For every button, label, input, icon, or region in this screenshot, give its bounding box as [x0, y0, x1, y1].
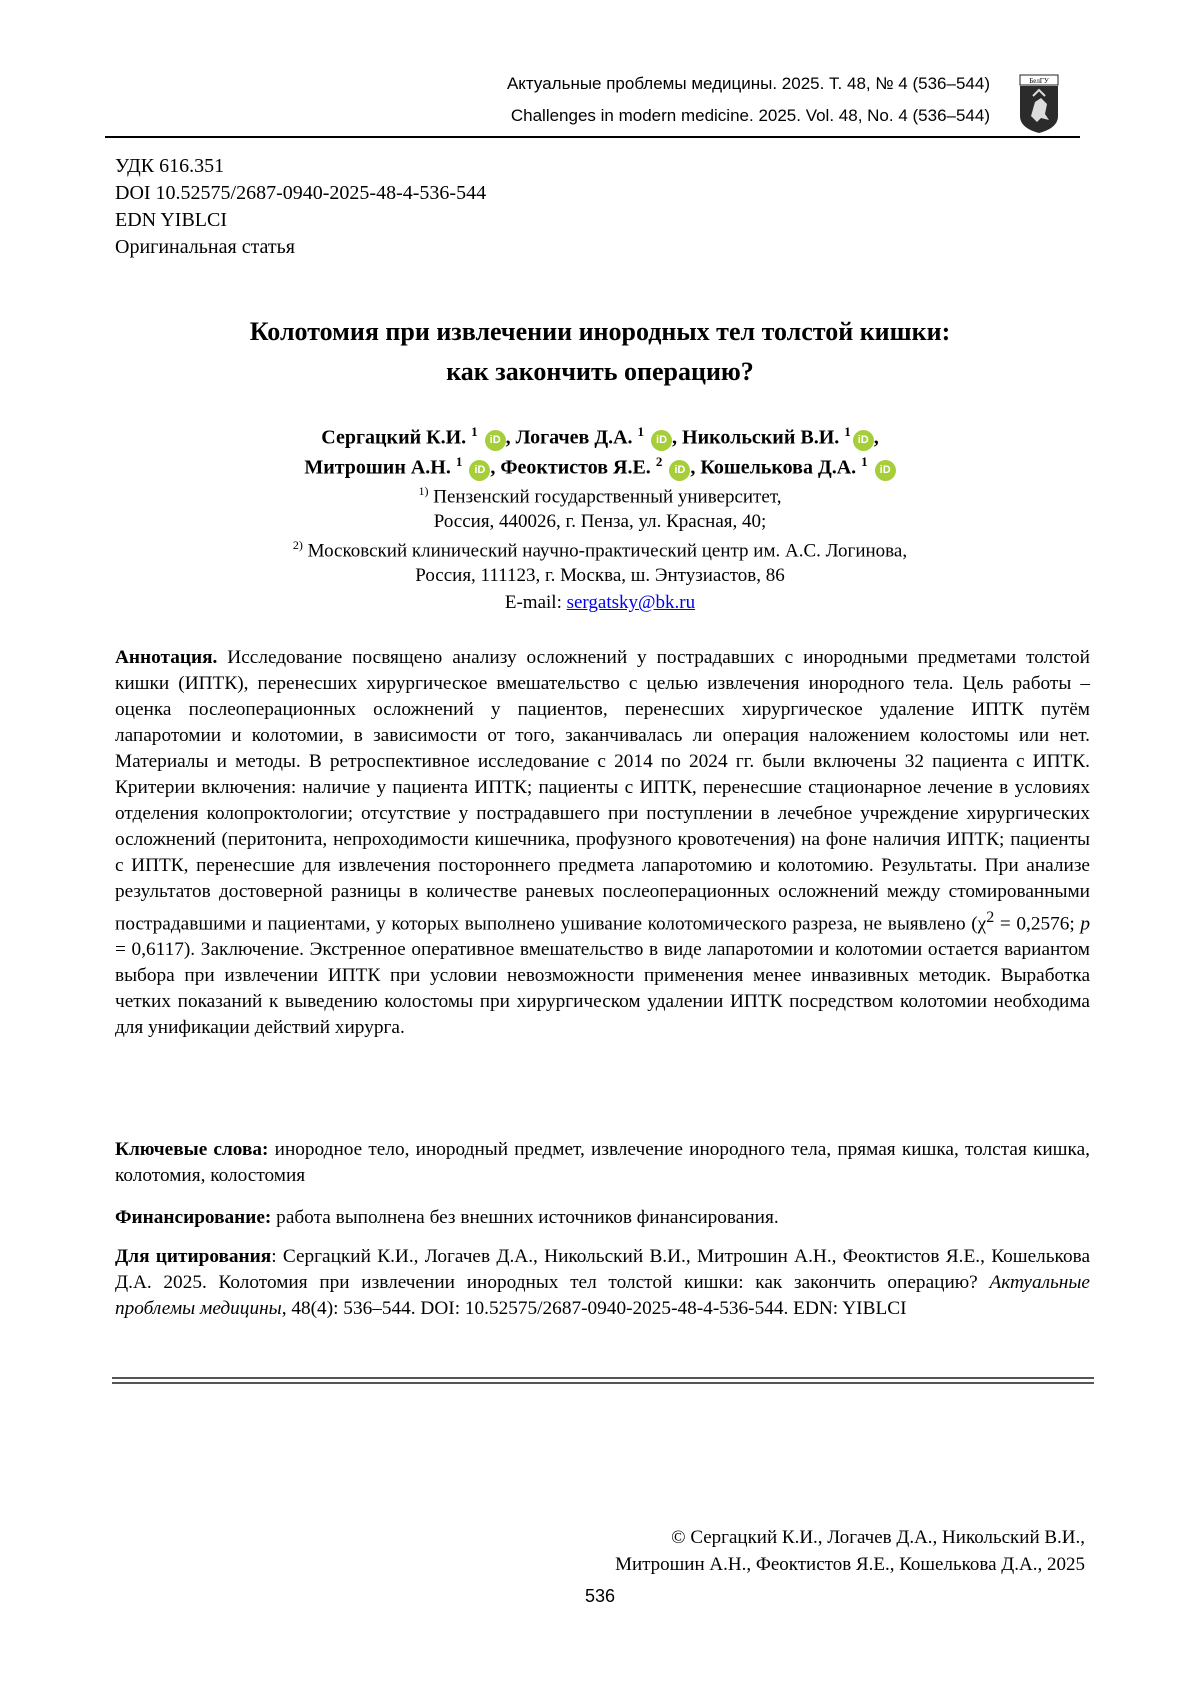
author-name: Кошелькова Д.А.: [700, 456, 857, 479]
title-line-1: Колотомия при извлечении инородных тел толстой кишки:: [249, 317, 951, 346]
author-separator: ,: [672, 426, 678, 449]
keywords-text: инородное тело, инородный предмет, извлечение инородного тела, прямая кишка, толстая кишка, колотомия, колостомия: [115, 1139, 1090, 1186]
author-affiliation: 1: [637, 424, 645, 439]
title-line-2: как закончить операцию?: [446, 357, 754, 386]
citation-journal: Актуальные проблемы медицины: [115, 1272, 1090, 1319]
p-value-symbol: p: [1080, 913, 1091, 935]
doi: DOI 10.52575/2687-0940-2025-48-4-536-544: [115, 182, 487, 204]
journal-header-en: Challenges in modern medicine. 2025. Vol. 48, No. 4 (536–544): [510, 106, 990, 125]
affiliation-1-line-2: Россия, 440026, г. Пенза, ул. Красная, 40;: [433, 511, 767, 532]
author-affiliation: 1: [455, 454, 463, 469]
funding-label: Финансирование:: [115, 1207, 272, 1228]
author-affiliation: 2: [655, 454, 663, 469]
section-divider-top: [112, 1377, 1094, 1379]
author-affiliation: 1: [471, 424, 478, 439]
abstract-label: Аннотация.: [115, 647, 218, 668]
affiliation-mark: 1): [418, 484, 429, 498]
orcid-icon[interactable]: iD: [875, 460, 896, 481]
affiliation-name: Московский клинический научно-практический центр им. А.С. Логинова,: [307, 540, 908, 562]
author-affiliation: 1: [844, 424, 851, 439]
orcid-icon[interactable]: iD: [469, 460, 490, 481]
journal-header-ru: Актуальные проблемы медицины. 2025. Т. 48, № 4 (536–544): [506, 74, 990, 93]
citation-text-2: , 48(4): 536–544. DOI: 10.52575/2687-0940-2025-48-4-536-544. EDN: YIBLCI: [281, 1298, 907, 1319]
author-name: Митрошин А.Н.: [304, 456, 451, 479]
abstract-text-2: = 0,2576;: [994, 913, 1081, 935]
copyright-line-2: Митрошин А.Н., Феоктистов Я.Е., Кошелькова Д.А., 2025: [615, 1554, 1085, 1575]
author-name: Феоктистов Я.Е.: [500, 456, 651, 479]
udc-code: УДК 616.351: [115, 155, 225, 177]
funding-text: работа выполнена без внешних источников финансирования.: [276, 1207, 779, 1228]
affiliation-mark: 2): [292, 538, 303, 552]
article-type: Оригинальная статья: [115, 236, 295, 258]
copyright-line-1: © Сергацкий К.И., Логачев Д.А., Никольский В.И.,: [671, 1527, 1085, 1548]
university-logo: [1019, 74, 1059, 134]
affiliation-name: Пензенский государственный университет,: [433, 486, 782, 508]
email-link[interactable]: sergatsky@bk.ru: [566, 592, 696, 613]
abstract-text-1: Исследование посвящено анализу осложнений у пострадавших с инородными предметами толстой кишки (ИПТК), перенесших хирургическое вмешательство с целью извлечения инородного тела. Цель работы – оценка послеоперационных осложнений у пациентов, перенесших хирургическое удаление ИПТК путём лапаротомии и колотомии, в зависимости от того, заканчивалась ли операция наложением колостомы или нет. Материалы и методы. В ретроспективное исследование с 2014 по 2024 гг. были включены 32 пациента с ИПТК. Критерии включения: наличие у пациента ИПТК; пациенты с ИПТК, перенесшие стационарное лечение в условиях отделения колопроктологии; отсутствие у пострадавшего при поступлении в лечебное учреждение хирургических осложнений (перитонита, непроходимости кишечника, профузного кровотечения) на фоне наличия ИПТК; пациенты с ИПТК, перенесшие для извлечения постороннего предмета лапаротомию и колотомию. Результаты. При анализе результатов достоверной разницы в количестве раневых послеоперационных осложнений между стомированными пострадавшими и пациентами, у которых выполнено ушивание колотомического разреза, не выявлено (χ: [115, 647, 1090, 935]
author-separator: ,: [505, 426, 511, 449]
orcid-icon[interactable]: iD: [853, 430, 874, 451]
affiliation-1-line-1: [0, 484, 1200, 508]
orcid-icon[interactable]: iD: [669, 460, 690, 481]
citation: [115, 1244, 1090, 1322]
affiliation-2-line-2: Россия, 111123, г. Москва, ш. Энтузиастов, 86: [415, 565, 785, 586]
abstract: [115, 645, 1090, 1041]
email-line: [0, 592, 1200, 614]
chi-square-exponent: 2: [986, 909, 995, 926]
keywords: [115, 1137, 1090, 1189]
email-label: E-mail:: [504, 592, 562, 613]
author-separator: ,: [490, 456, 496, 479]
funding: [115, 1205, 1090, 1231]
header-divider: [105, 136, 1080, 138]
author-name: Логачев Д.А.: [515, 426, 633, 449]
author-separator: ,: [690, 456, 696, 479]
citation-label: Для цитирования: [115, 1246, 272, 1267]
abstract-text-3: = 0,6117). Заключение. Экстренное оперативное вмешательство в виде лапаротомии и колотомии остается вариантом выбора при извлечении ИПТК при условии невозможности применения менее инвазивных методик. Выработка четких показаний к выведению колостомы при хирургическом удалении ИПТК посредством колотомии необходима для унификации действий хирурга.: [115, 939, 1090, 1039]
affiliation-2-line-1: [0, 538, 1200, 562]
author-name: Никольский В.И.: [682, 426, 840, 449]
authors-line-2: [0, 454, 1200, 481]
section-divider-bottom: [112, 1382, 1094, 1384]
author-name: Сергацкий К.И.: [321, 426, 467, 449]
citation-text-1: : Сергацкий К.И., Логачев Д.А., Никольский В.И., Митрошин А.Н., Феоктистов Я.Е., Кошелькова Д.А. 2025. Колотомия при извлечении инородных тел толстой кишки: как закончить операцию?: [115, 1246, 1090, 1293]
orcid-icon[interactable]: iD: [485, 430, 506, 451]
edn: EDN YIBLCI: [115, 209, 228, 231]
page-number: 536: [584, 1586, 616, 1606]
orcid-icon[interactable]: iD: [651, 430, 672, 451]
author-separator: ,: [873, 426, 879, 449]
authors-line-1: [0, 424, 1200, 451]
article-title: [0, 312, 1200, 392]
logo-text: БелГУ: [1029, 77, 1049, 85]
author-affiliation: 1: [861, 454, 868, 469]
keywords-label: Ключевые слова:: [115, 1139, 269, 1160]
